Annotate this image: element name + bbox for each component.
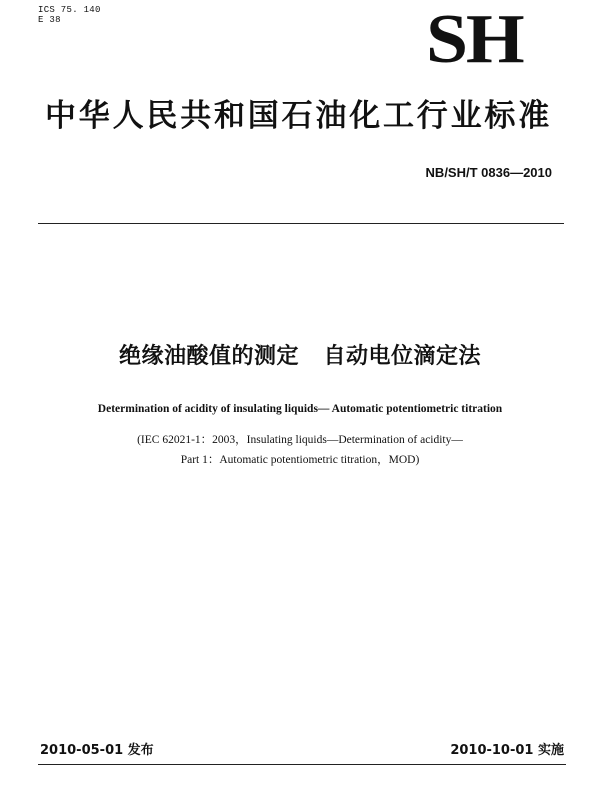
english-title: Determination of acidity of insulating liquids— Automatic potentiometric titration bbox=[97, 403, 503, 415]
implementation-date: 2010-10-01 实施 bbox=[450, 743, 564, 758]
adoption-note-line-1: (IEC 62021-1：2003，Insulating liquids—Determination of acidity— bbox=[137, 434, 463, 446]
chinese-title: 绝缘油酸值的测定 自动电位滴定法 bbox=[119, 344, 481, 369]
organization-title: 中华人民共和国石油化工行业标准 bbox=[45, 98, 552, 134]
adoption-note bbox=[0, 430, 600, 470]
header-divider bbox=[38, 223, 564, 224]
issue-date: 2010-05-01 发布 bbox=[40, 743, 154, 758]
adoption-note-line-2: Part 1：Automatic potentiometric titration，MOD) bbox=[180, 454, 420, 466]
standard-number: NB/SH/T 0836—2010 bbox=[425, 165, 552, 180]
ccs-code: E 38 bbox=[38, 15, 61, 25]
classification-codes bbox=[38, 5, 101, 25]
ics-code: ICS 75. 140 bbox=[38, 5, 101, 15]
sh-logo: SH bbox=[426, 1, 523, 78]
footer-divider bbox=[38, 764, 566, 765]
